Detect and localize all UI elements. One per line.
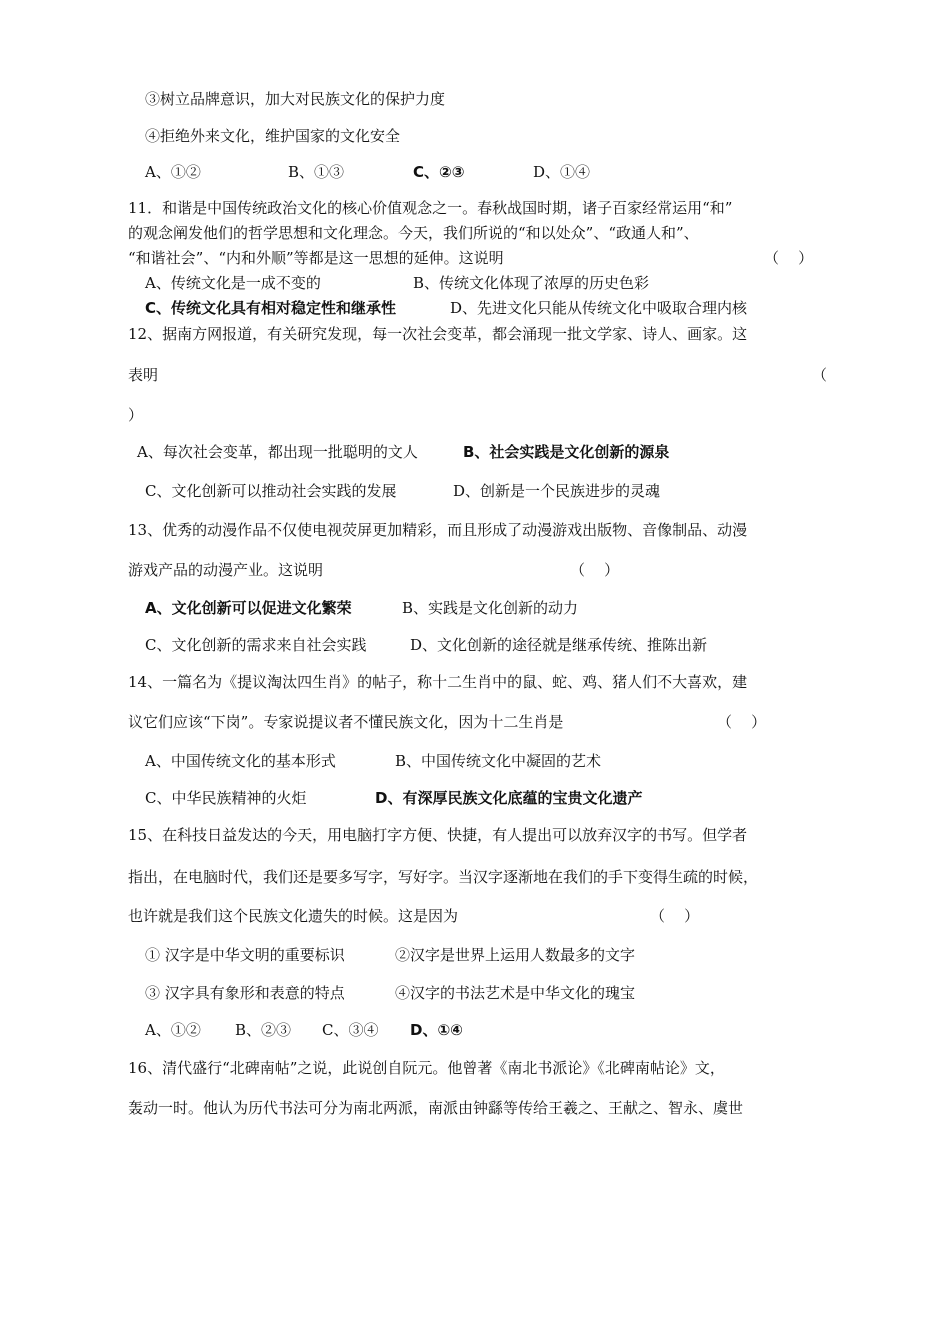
q12-choice-d: D、创新是一个民族进步的灵魂: [453, 482, 661, 500]
q12-stem-line2: 表明: [128, 366, 159, 384]
option-3: ③树立品牌意识，加大对民族文化的保护力度: [145, 90, 446, 108]
q11-choice-a: A、传统文化是一成不变的: [145, 274, 321, 292]
q14-stem-line2: 议它们应该“下岗”。专家说提议者不懂民族文化，因为十二生肖是: [128, 713, 564, 731]
q15-choice-b: B、②③: [235, 1021, 292, 1039]
q11-choice-d: D、先进文化只能从传统文化中吸取合理内核: [450, 299, 748, 317]
choice-c-answer: C、②③: [413, 163, 465, 181]
q11-stem-line2: 的观念阐发他们的哲学思想和文化理念。今天，我们所说的“和以处众”、“政通人和”、: [128, 224, 699, 242]
q13-choice-a-answer: A、文化创新可以促进文化繁荣: [145, 599, 352, 617]
q14-choice-d-answer: D、有深厚民族文化底蕴的宝贵文化遗产: [375, 789, 643, 807]
q11-choice-b: B、传统文化体现了浓厚的历史色彩: [413, 274, 650, 292]
q14-stem-line1: 14、一篇名为《提议淘汰四生肖》的帖子，称十二生肖中的鼠、蛇、鸡、猪人们不大喜欢，建: [128, 673, 748, 691]
q15-choice-c: C、③④: [322, 1021, 379, 1039]
q12-choice-c: C、文化创新可以推动社会实践的发展: [145, 482, 397, 500]
q15-answer-paren: （ ）: [650, 907, 700, 925]
q15-option-1: ① 汉字是中华文明的重要标识: [145, 946, 345, 964]
q16-stem-line1: 16、清代盛行“北碑南帖”之说，此说创自阮元。他曾著《南北书派论》《北碑南帖论》文，: [128, 1059, 725, 1077]
q15-stem-line1: 15、在科技日益发达的今天，用电脑打字方便、快捷，有人提出可以放弃汉字的书写。但学者: [128, 826, 748, 844]
q12-stem-line1: 12、据南方网报道，有关研究发现，每一次社会变革，都会涌现一批文学家、诗人、画家。这: [128, 325, 748, 343]
q11-stem-line1: 11．和谐是中国传统政治文化的核心价值观念之一。春秋战国时期，诸子百家经常运用“和”: [128, 199, 733, 217]
q15-stem-line3: 也许就是我们这个民族文化遗失的时候。这是因为: [128, 907, 459, 925]
q15-option-2: ②汉字是世界上运用人数最多的文字: [395, 946, 636, 964]
q11-choice-c-answer: C、传统文化具有相对稳定性和继承性: [145, 299, 397, 317]
choice-b: B、①③: [288, 163, 345, 181]
q12-paren-open: （: [812, 366, 828, 384]
q11-answer-paren: （ ）: [764, 249, 814, 267]
q12-paren-close: ）: [128, 406, 144, 424]
q15-stem-line2: 指出，在电脑时代，我们还是要多写字，写好字。当汉字逐渐地在我们的手下变得生疏的时候，: [128, 868, 759, 886]
q15-choice-d-answer: D、①④: [410, 1021, 463, 1039]
q16-stem-line2: 轰动一时。他认为历代书法可分为南北两派，南派由钟繇等传给王羲之、王献之、智永、虞世: [128, 1099, 744, 1117]
q14-choice-a: A、中国传统文化的基本形式: [145, 752, 336, 770]
q12-choice-a: A、每次社会变革，都出现一批聪明的文人: [137, 443, 418, 461]
q13-choice-c: C、文化创新的需求来自社会实践: [145, 636, 367, 654]
q11-stem-line3: “和谐社会”、“内和外顺”等都是这一思想的延伸。这说明: [128, 249, 504, 267]
q15-option-4: ④汉字的书法艺术是中华文化的瑰宝: [395, 984, 636, 1002]
q14-answer-paren: （ ）: [717, 713, 767, 731]
q13-choice-b: B、实践是文化创新的动力: [402, 599, 579, 617]
q14-choice-b: B、中国传统文化中凝固的艺术: [395, 752, 602, 770]
q12-choice-b-answer: B、社会实践是文化创新的源泉: [463, 443, 670, 461]
choice-a: A、①②: [145, 163, 201, 181]
q14-choice-c: C、中华民族精神的火炬: [145, 789, 307, 807]
q13-stem-line1: 13、优秀的动漫作品不仅使电视荧屏更加精彩，而且形成了动漫游戏出版物、音像制品、动漫: [128, 521, 748, 539]
q13-answer-paren: （ ）: [570, 561, 620, 579]
q13-stem-line2: 游戏产品的动漫产业。这说明: [128, 561, 324, 579]
q15-choice-a: A、①②: [145, 1021, 201, 1039]
q15-option-3: ③ 汉字具有象形和表意的特点: [145, 984, 345, 1002]
option-4: ④拒绝外来文化，维护国家的文化安全: [145, 127, 401, 145]
q13-choice-d: D、文化创新的途径就是继承传统、推陈出新: [410, 636, 708, 654]
choice-d: D、①④: [533, 163, 591, 181]
